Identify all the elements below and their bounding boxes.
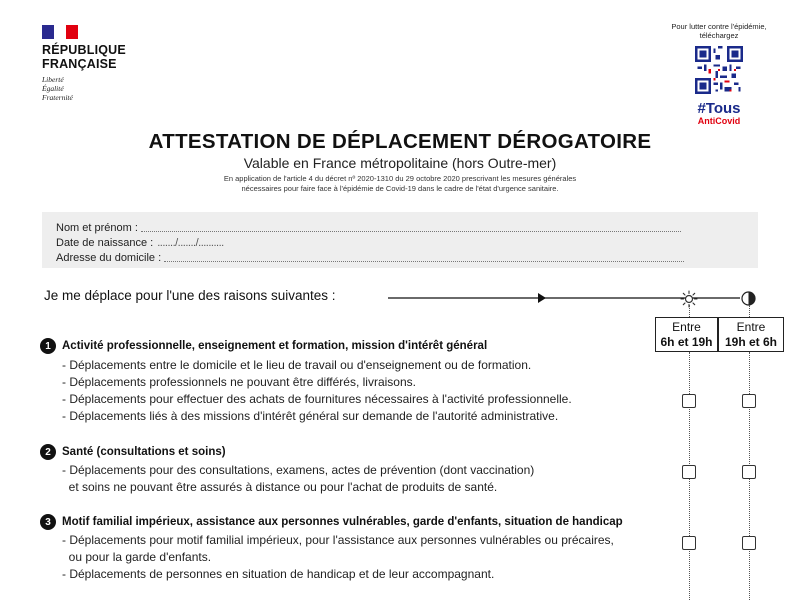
section-3-title: [40, 514, 623, 530]
night-column-header: [718, 317, 784, 352]
address-field[interactable]: [164, 251, 684, 262]
section-3-item-1: - Déplacements pour motif familial impérieux, pour l'assistance aux personnes vulnérables ou précaires,: [62, 533, 614, 547]
decree-line-2: nécessaires pour faire face à l'épidémie de Covid-19 dans le cadre de l'état d'urgence sanitaire.: [241, 184, 559, 193]
section-2-number: 2: [40, 444, 56, 460]
page-title: ATTESTATION DE DÉPLACEMENT DÉROGATOIRE: [148, 130, 652, 153]
motto-egalite: Égalité: [42, 84, 64, 93]
birth-field[interactable]: ......./......./..........: [157, 237, 224, 249]
section-1-item-4: - Déplacements liés à des missions d'intérêt général sur demande de l'autorité administrative.: [62, 409, 559, 423]
day-column-line-1: Entre: [672, 320, 701, 334]
republique-line-2: FRANÇAISE: [42, 57, 117, 71]
section-1-item-2: - Déplacements professionnels ne pouvant être différés, livraisons.: [62, 375, 416, 389]
motto-liberte: Liberté: [42, 75, 64, 84]
decree-line-1: En application de l'article 4 du décret nº 2020-1310 du 29 octobre 2020 prescrivant les mesures générales: [223, 174, 577, 183]
section-2-item-2: et soins ne pouvant être assurés à distance ou pour l'achat de produits de santé.: [62, 480, 498, 494]
address-row: [56, 251, 758, 266]
section-2-item-1: - Déplacements pour des consultations, examens, actes de prévention (dont vaccination): [62, 463, 535, 477]
hashtag-tous: #Tous: [697, 100, 741, 117]
republique-francaise-logo: [42, 25, 162, 102]
name-field[interactable]: [141, 221, 681, 232]
motto-fraternite: Fraternité: [42, 93, 73, 102]
section-1-item-1: - Déplacements entre le domicile et le lieu de travail ou d'enseignement ou de formation.: [62, 358, 532, 372]
section-2-title: [40, 444, 226, 460]
anticovid-label: AntiCovid: [697, 116, 741, 126]
section-1-label: Activité professionnelle, enseignement et formation, mission d'intérêt général: [62, 340, 488, 352]
section-2-day-checkbox[interactable]: [682, 465, 696, 479]
section-3-number: 3: [40, 514, 56, 530]
name-label: Nom et prénom :: [56, 222, 138, 234]
section-3-label: Motif familial impérieux, assistance aux personnes vulnérables, garde d'enfants, situation de handicap: [62, 516, 623, 528]
name-row: [56, 221, 758, 236]
day-column-line-2: 6h et 19h: [660, 335, 713, 349]
anticovid-qr-block: [656, 22, 782, 126]
section-2-label: Santé (consultations et soins): [62, 446, 226, 458]
section-2-night-checkbox[interactable]: [742, 465, 756, 479]
identity-box: [42, 212, 758, 268]
night-column-line-2: 19h et 6h: [724, 335, 778, 349]
section-1-night-checkbox[interactable]: [742, 394, 756, 408]
night-guide-top: [749, 305, 750, 317]
french-flag-icon: [42, 25, 78, 39]
decree-note: [190, 174, 610, 194]
qr-code-icon[interactable]: [695, 46, 743, 94]
republique-line-1: RÉPUBLIQUE: [42, 43, 126, 57]
section-1-day-checkbox[interactable]: [682, 394, 696, 408]
section-3-item-2: ou pour la garde d'enfants.: [62, 550, 212, 564]
page-subtitle: Valable en France métropolitaine (hors Outre-mer): [243, 155, 557, 171]
section-1-number: 1: [40, 338, 56, 354]
night-column-line-1: Entre: [736, 320, 766, 334]
birth-label: Date de naissance :: [56, 237, 154, 249]
qr-caption: Pour lutter contre l'épidémie, téléchargez: [671, 22, 767, 40]
section-3-night-checkbox[interactable]: [742, 536, 756, 550]
motto: [42, 75, 162, 102]
moon-icon: [741, 291, 756, 306]
section-1-item-3: - Déplacements pour effectuer des achats de fournitures nécessaires à l'activité professionnelle.: [62, 392, 572, 406]
section-1-title: [40, 338, 487, 354]
reasons-lead: Je me déplace pour l'une des raisons suivantes :: [44, 288, 336, 303]
section-3-day-checkbox[interactable]: [682, 536, 696, 550]
address-label: Adresse du domicile :: [56, 252, 162, 264]
day-column-header: [655, 317, 718, 352]
birth-row: [56, 236, 758, 251]
section-3-item-3: - Déplacements de personnes en situation de handicap et de leur accompagnant.: [62, 567, 495, 581]
day-guide-top: [689, 305, 690, 317]
